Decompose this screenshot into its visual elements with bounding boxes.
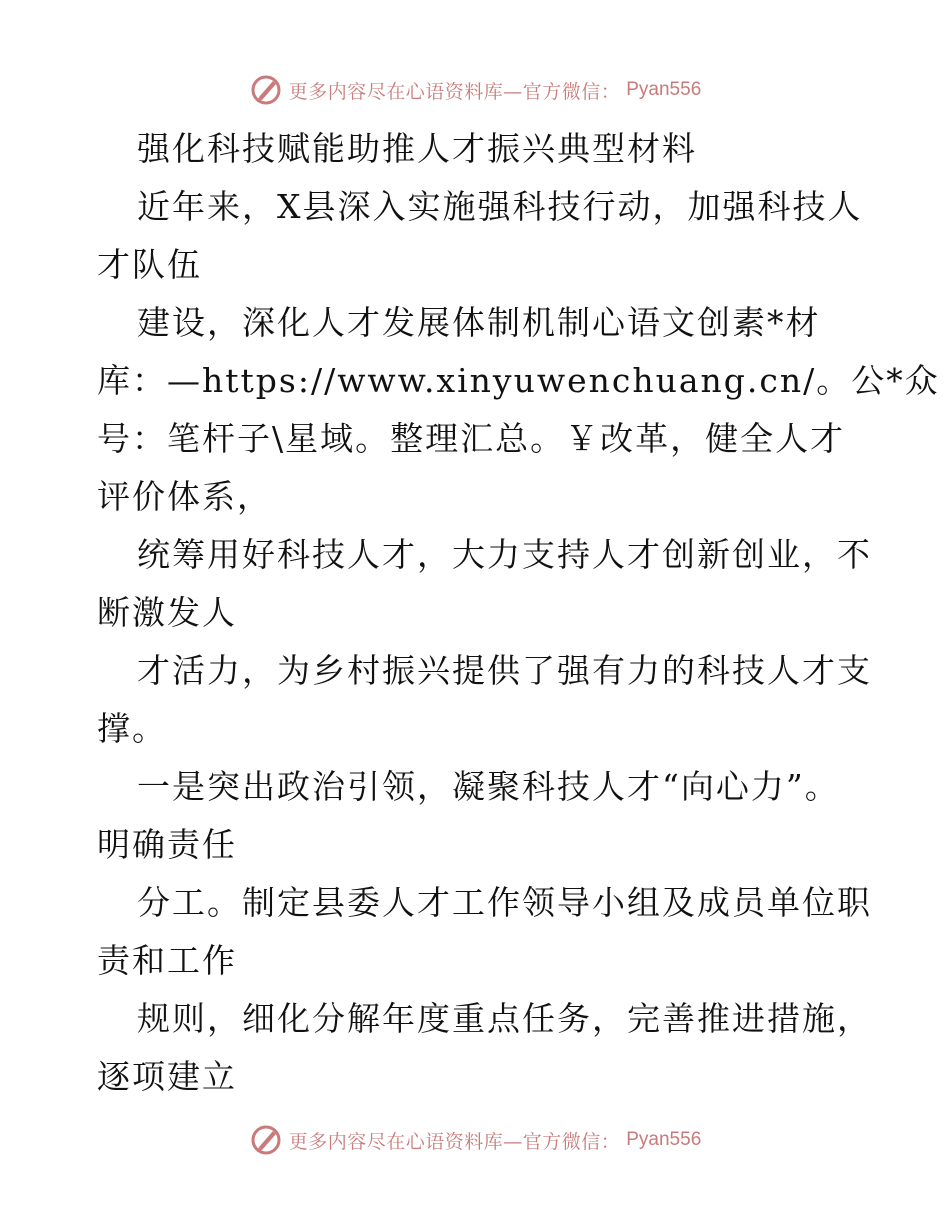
paragraph-line: 明确责任 <box>97 825 237 864</box>
paragraph-line: 撑。 <box>97 709 167 748</box>
footer-banner-text: 更多内容尽在心语资料库—官方微信： <box>288 1130 621 1153</box>
paragraph-line: 才队伍 <box>97 245 202 284</box>
paragraph-line: 统筹用好科技人才，大力支持人才创新创业，不 <box>137 535 872 574</box>
paragraph-line: 才活力，为乡村振兴提供了强有力的科技人才支 <box>137 651 872 690</box>
footer-wechat-id: Pyan556 <box>626 1129 702 1150</box>
paragraph-line: 规则，细化分解年度重点任务，完善推进措施， <box>137 999 872 1038</box>
paragraph-line: 责和工作 <box>97 941 237 980</box>
paragraph-line: 逐项建立 <box>97 1057 237 1096</box>
paragraph-line: 评价体系， <box>97 477 272 516</box>
paragraph-line: 一是突出政治引领，凝聚科技人才“向心力”。 <box>137 767 840 806</box>
paragraph-line: 号：笔杆子\星域。整理汇总。￥改革，健全人才 <box>97 419 846 458</box>
paragraph-line: 库：—https://www.xinyuwenchuang.cn/。公*众 <box>97 361 940 400</box>
paragraph-line: 断激发人 <box>97 593 237 632</box>
header-banner-text: 更多内容尽在心语资料库—官方微信： <box>288 80 621 103</box>
pen-logo-icon <box>249 73 283 107</box>
paragraph-line: 近年来，X县深入实施强科技行动，加强科技人 <box>137 187 863 226</box>
pen-logo-icon <box>249 1123 283 1157</box>
header-wechat-id: Pyan556 <box>626 79 702 100</box>
footer-banner <box>0 1120 950 1160</box>
paragraph-line: 分工。制定县委人才工作领导小组及成员单位职 <box>137 883 872 922</box>
header-banner <box>0 70 950 110</box>
document-title: 强化科技赋能助推人才振兴典型材料 <box>137 129 697 168</box>
document-body <box>97 120 940 1106</box>
paragraph-line: 建设，深化人才发展体制机制心语文创素*材 <box>137 303 821 342</box>
